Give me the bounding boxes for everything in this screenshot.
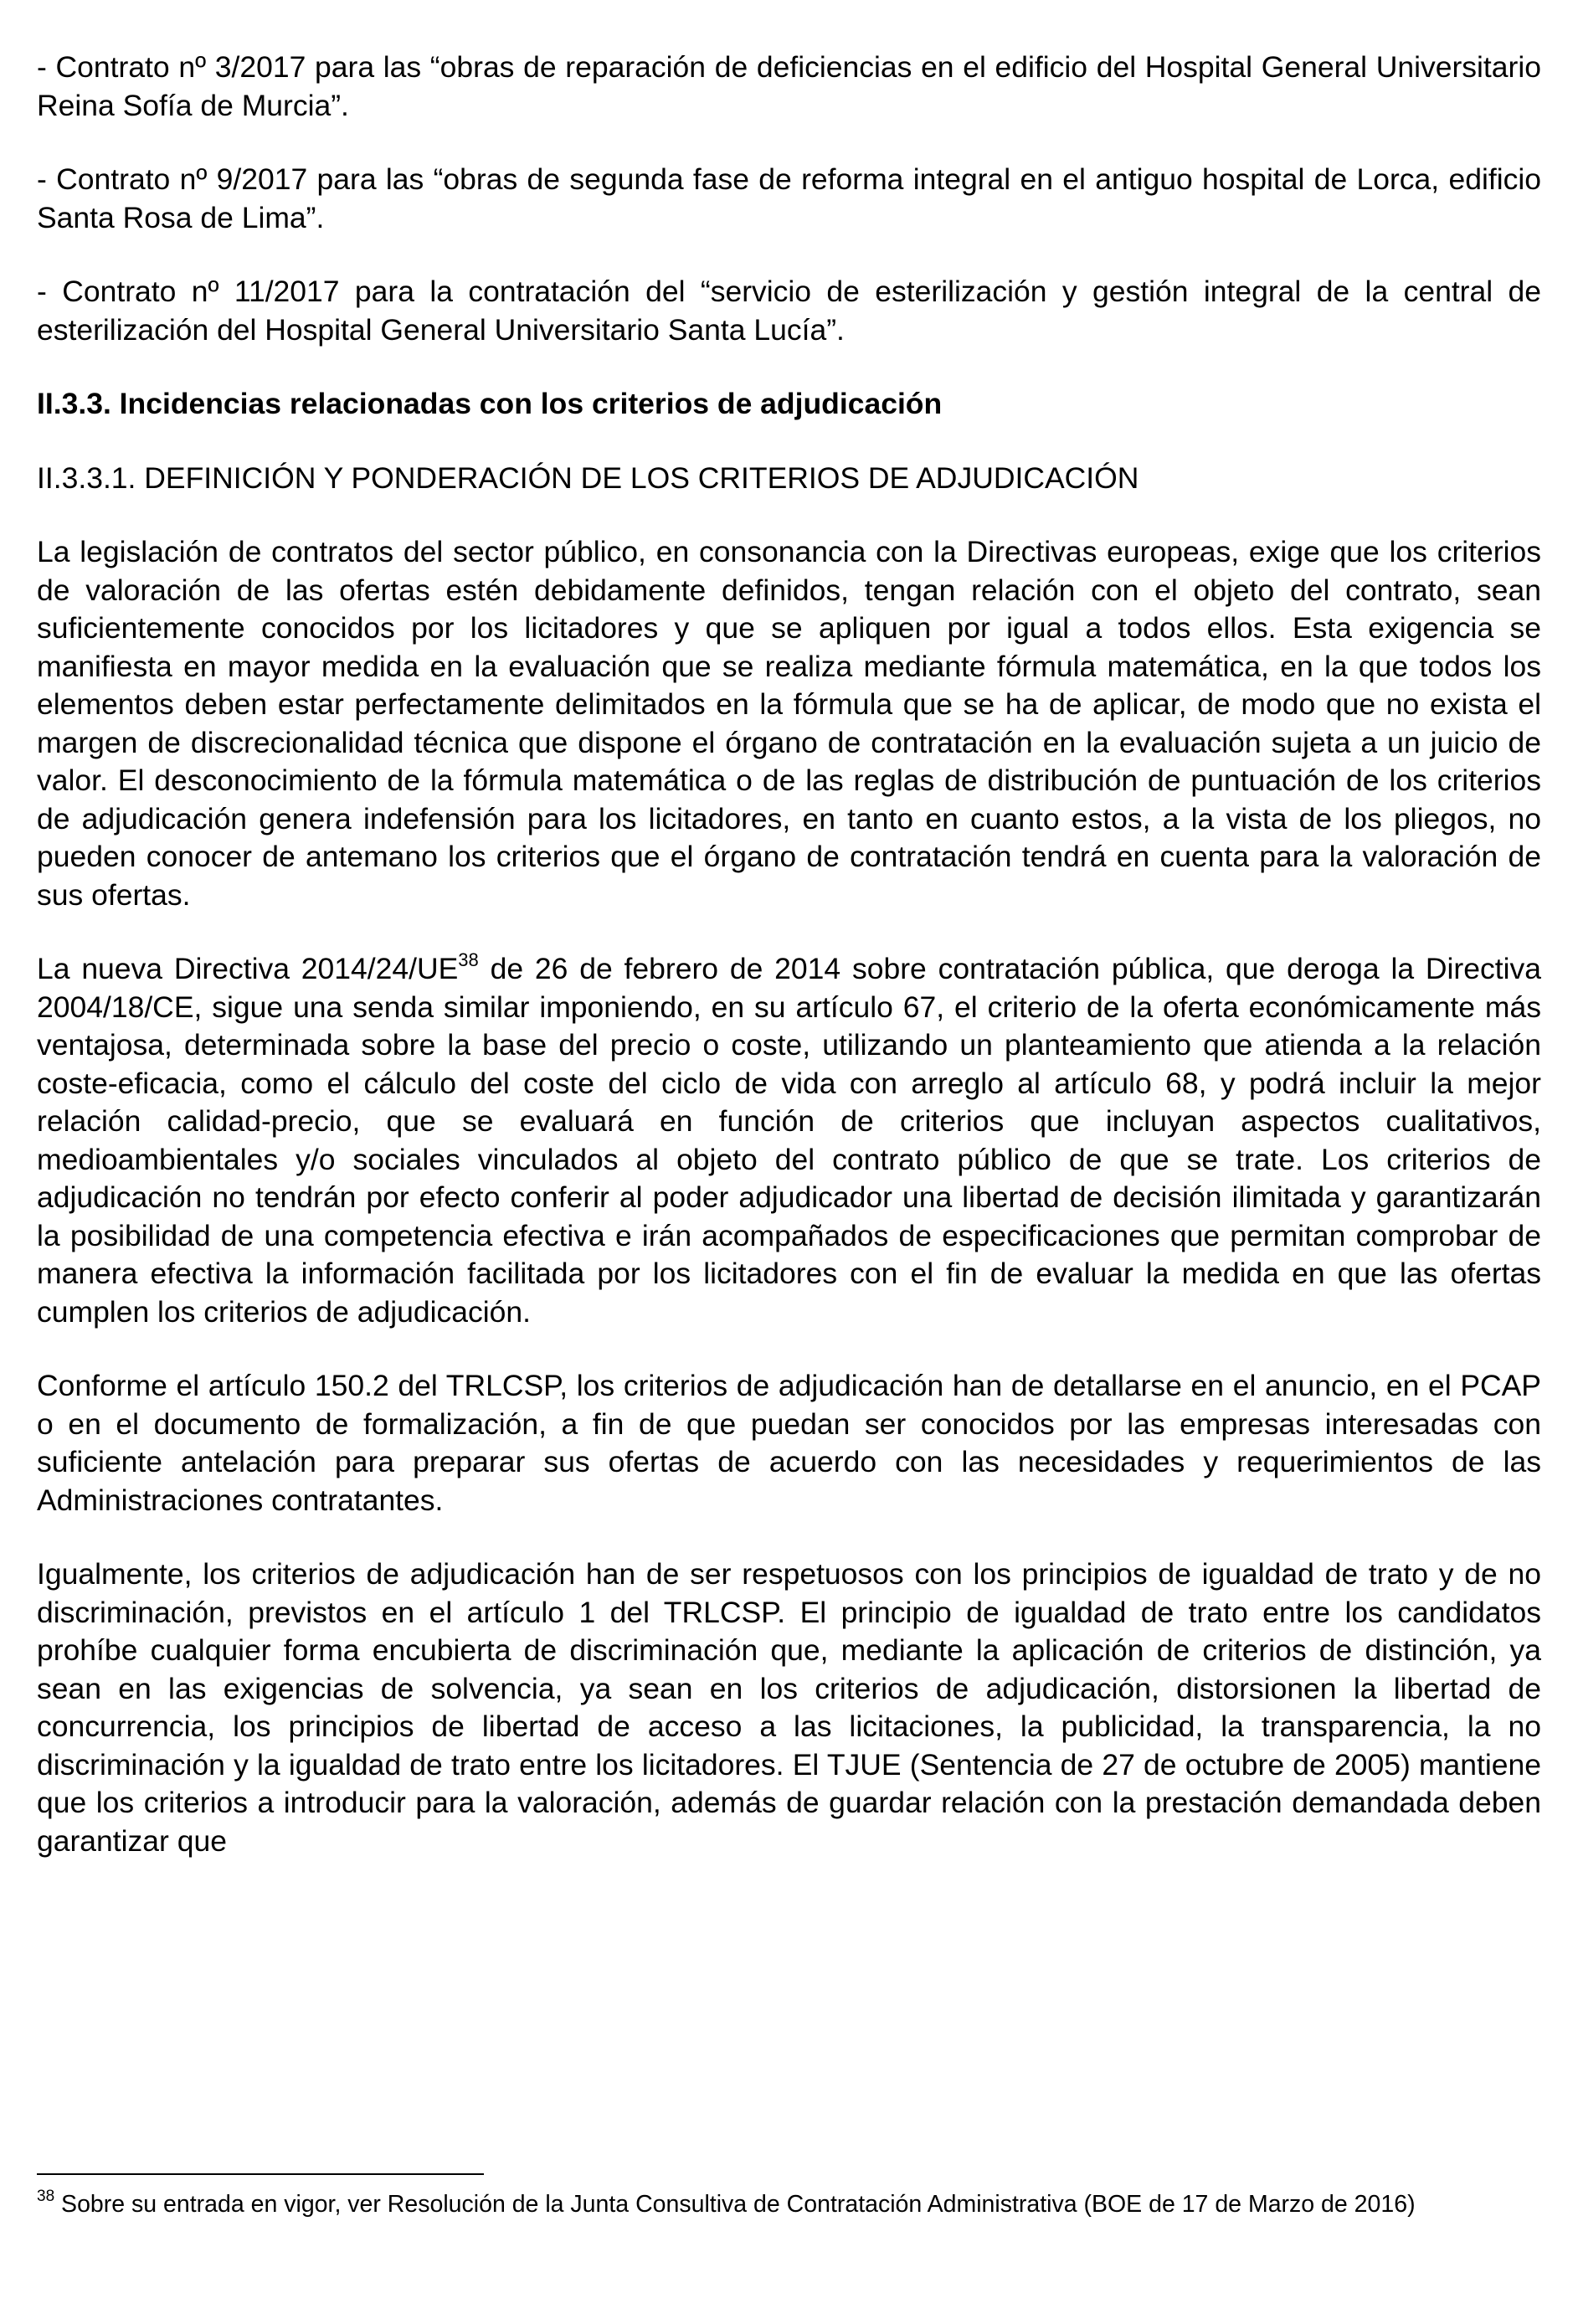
section-heading: II.3.3. Incidencias relacionadas con los criterios de adjudicación (37, 387, 943, 420)
body-paragraph-directive (37, 950, 1541, 1331)
contract-item-11-2017: - Contrato nº 11/2017 para la contratación del “servicio de esterilización y gestión integral de la central de esterilización del Hospital General Universitario Santa Lucía”. (37, 275, 1541, 347)
body-paragraph: Igualmente, los criterios de adjudicación han de ser respetuosos con los principios de igualdad de trato y de no discriminación, previstos en el artículo 1 del TRLCSP. El principio de igualdad de trato entre los candidatos prohíbe cualquier forma encubierta de discriminación que, mediante la aplicación de criterios de distinción, ya sean en las exigencias de solvencia, ya sean en los criterios de adjudicación, distorsionen la libertad de concurrencia, los principios de libertad de acceso a las licitaciones, la publicidad, la transparencia, la no discriminación y la igualdad de trato entre los licitadores. El TJUE (Sentencia de 27 de octubre de 2005) mantiene que los criterios a introducir para la valoración, además de guardar relación con la prestación demandada deben garantizar que (37, 1557, 1541, 1858)
body-paragraph: Conforme el artículo 150.2 del TRLCSP, los criterios de adjudicación han de detallarse en el anuncio, en el PCAP o en el documento de formalización, a fin de que puedan ser conocidos por las empresas interesadas con suficiente antelación para preparar sus ofertas de acuerdo con las necesidades y requerimientos de las Administraciones contratantes. (37, 1369, 1541, 1517)
document-body (37, 49, 1541, 1896)
subsection-heading: II.3.3.1. DEFINICIÓN Y PONDERACIÓN DE LOS CRITERIOS DE ADJUDICACIÓN (37, 460, 1139, 495)
paragraph-text: La nueva Directiva 2014/24/UE (37, 952, 459, 985)
footnote (37, 2189, 1541, 2219)
paragraph-text: de 26 de febrero de 2014 sobre contratación pública, que deroga la Directiva 2004/18/CE, sigue una senda similar imponiendo, en su artículo 67, el criterio de la oferta económicamente más ventajosa, determinada sobre la base del precio o coste, utilizando un planteamiento que atienda a la relación coste-eficacia, como el cálculo del coste del ciclo de vida con arreglo al artículo 68, y podrá incluir la mejor relación calidad-precio, que se evaluará en función de criterios que incluyan aspectos cualitativos, medioambientales y/o sociales vinculados al objeto del contrato público de que se trate. Los criterios de adjudicación no tendrán por efecto conferir al poder adjudicador una libertad de decisión ilimitada y garantizarán la posibilidad de una competencia efectiva e irán acompañados de especificaciones que permitan comprobar de manera efectiva la información facilitada por los licitadores con el fin de evaluar la medida en que las ofertas cumplen los criterios de adjudicación. (37, 952, 1541, 1329)
contract-item-9-2017: - Contrato nº 9/2017 para las “obras de segunda fase de reforma integral en el antiguo hospital de Lorca, edificio Santa Rosa de Lima”. (37, 162, 1541, 234)
footnote-reference[interactable]: 38 (458, 949, 479, 971)
body-paragraph: La legislación de contratos del sector público, en consonancia con la Directivas europeas, exige que los criterios de valoración de las ofertas estén debidamente definidos, tengan relación con el objeto del contrato, sean suficientemente conocidos por los licitadores y que se apliquen por igual a todos ellos. Esta exigencia se manifiesta en mayor medida en la evaluación que se realiza mediante fórmula matemática, en la que todos los elementos deben estar perfectamente delimitados en la fórmula que se ha de aplicar, de modo que no exista el margen de discrecionalidad técnica que dispone el órgano de contratación en la evaluación sujeta a un juicio de valor. El desconocimiento de la fórmula matemática o de las reglas de distribución de puntuación de los criterios de adjudicación genera indefensión para los licitadores, en tanto en cuanto estos, a la vista de los pliegos, no pueden conocer de antemano los criterios que el órgano de contratación tendrá en cuenta para la valoración de sus ofertas. (37, 535, 1541, 912)
contract-item-3-2017: - Contrato nº 3/2017 para las “obras de reparación de deficiencias en el edificio del Hospital General Universitario Reina Sofía de Murcia”. (37, 50, 1541, 122)
footnote-text: Sobre su entrada en vigor, ver Resolución de la Junta Consultiva de Contratación Administrativa (BOE de 17 de Marzo de 2016) (54, 2191, 1416, 2218)
footnote-marker: 38 (37, 2187, 55, 2205)
footnote-divider (37, 2173, 484, 2175)
